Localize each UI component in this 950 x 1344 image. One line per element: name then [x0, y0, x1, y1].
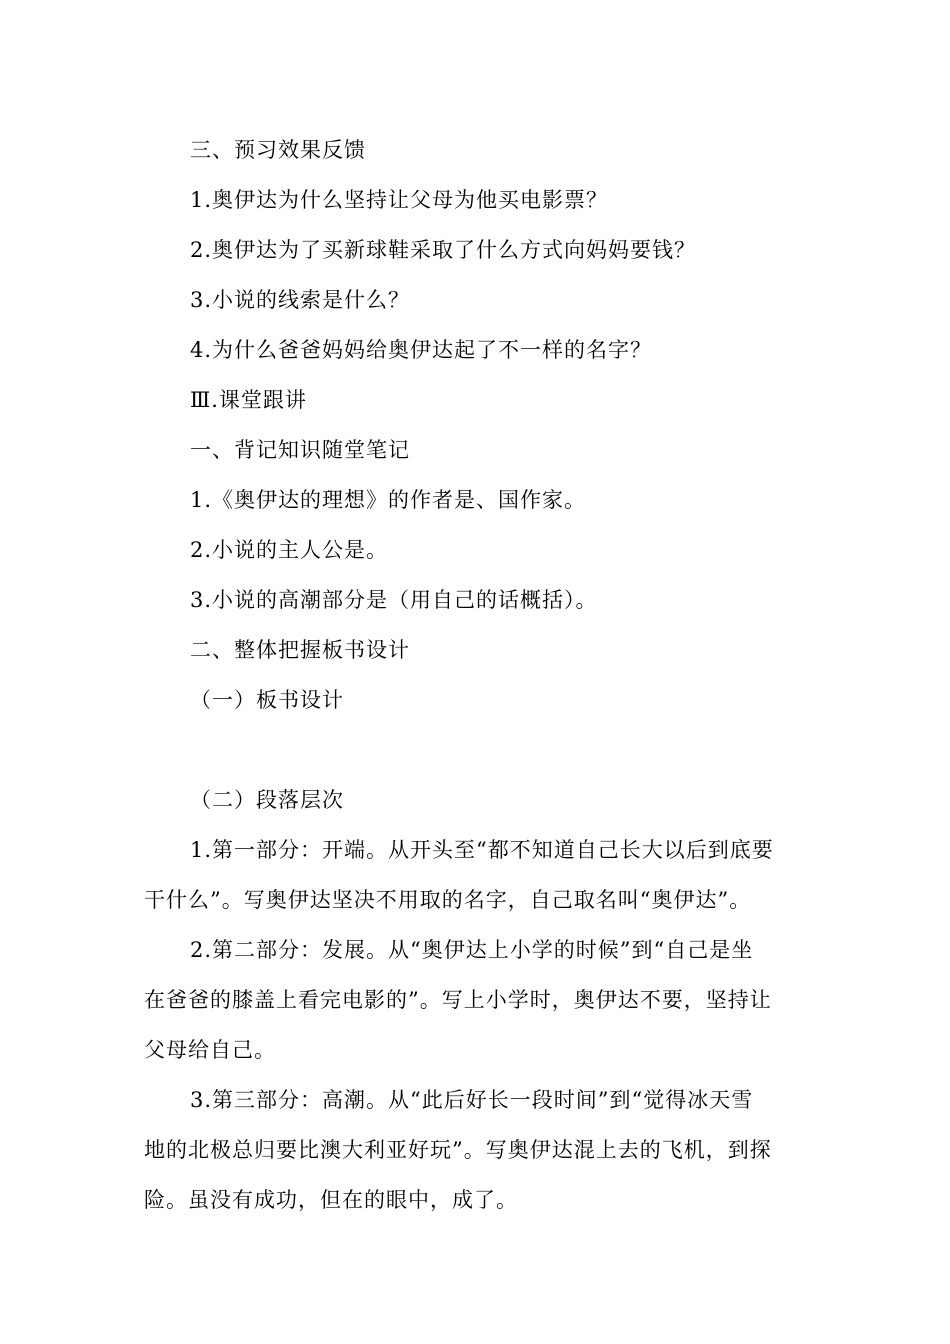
preview-question-3: 3.小说的线索是什么？	[190, 288, 411, 312]
preview-question-2: 2.奥伊达为了买新球鞋采取了什么方式向妈妈要钱？	[190, 238, 697, 262]
notes-item-2: 2.小说的主人公是。	[190, 538, 389, 562]
paragraph-3-line-2: 地的北极总归要比澳大利亚好玩”。写奥伊达混上去的飞机，到探	[144, 1138, 772, 1162]
notes-item-1: 1.《奥伊达的理想》的作者是、国作家。	[190, 488, 587, 512]
paragraph-3-line-3: 险。虽没有成功，但在的眼中，成了。	[144, 1188, 518, 1212]
paragraph-1-line-2: 干什么”。写奥伊达坚决不用取的名字，自己取名叫“奥伊达”。	[144, 888, 752, 912]
preview-heading: 三、预习效果反馈	[190, 138, 366, 162]
paragraph-levels-subheading: （二）段落层次	[190, 788, 344, 812]
paragraph-1-line-1: 1.第一部分：开端。从开头至“都不知道自己长大以后到底要	[190, 838, 774, 862]
notes-heading: 一、背记知识随堂笔记	[190, 438, 410, 462]
overview-heading: 二、整体把握板书设计	[190, 638, 410, 662]
board-design-subheading: （一）板书设计	[190, 688, 344, 712]
notes-item-3: 3.小说的高潮部分是（用自己的话概括）。	[190, 588, 598, 612]
preview-question-1: 1.奥伊达为什么坚持让父母为他买电影票？	[190, 188, 609, 212]
preview-question-4: 4.为什么爸爸妈妈给奥伊达起了不一样的名字？	[190, 338, 653, 362]
class-heading: Ⅲ.课堂跟讲	[190, 388, 307, 412]
paragraph-2-line-1: 2.第二部分：发展。从“奥伊达上小学的时候”到“自己是坐	[190, 938, 754, 962]
paragraph-3-line-1: 3.第三部分：高潮。从“此后好长一段时间”到“觉得冰天雪	[190, 1088, 754, 1112]
paragraph-2-line-2: 在爸爸的膝盖上看完电影的”。写上小学时，奥伊达不要，坚持让	[144, 988, 772, 1012]
paragraph-2-line-3: 父母给自己。	[144, 1038, 276, 1062]
